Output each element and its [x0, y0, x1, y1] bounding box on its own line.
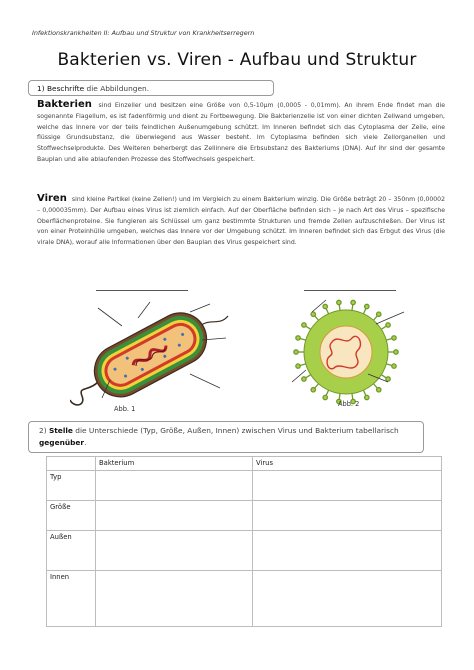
- table-header-row: [47, 457, 442, 471]
- spike-head: [294, 350, 298, 354]
- task1-text: die Abbildungen.: [86, 84, 150, 93]
- spike-head: [296, 336, 300, 340]
- task2-verb: Stelle: [48, 426, 73, 435]
- spike-head: [386, 377, 390, 381]
- fig1-caption: Abb. 1: [114, 405, 136, 413]
- spike-head: [377, 312, 381, 316]
- task2-box: [28, 421, 424, 453]
- viren-lead: Viren: [37, 193, 67, 204]
- cell-bakterium-groesse[interactable]: [96, 501, 253, 531]
- spike-head: [365, 304, 369, 308]
- page-header: Infektionskrankheiten II: Aufbau und Struktur von Krankheitserregern: [32, 29, 255, 37]
- spike-head: [365, 395, 369, 399]
- task1-box: [28, 80, 274, 96]
- spike-head: [302, 323, 306, 327]
- spike-head: [377, 388, 381, 392]
- spike-head: [392, 336, 396, 340]
- viren-paragraph: [37, 194, 445, 249]
- cell-bakterium-aussen[interactable]: [96, 531, 253, 571]
- spike-head: [394, 350, 398, 354]
- viren-text: sind kleine Partikel (keine Zellen!) und im Vergleich zu einem Bakterium winzig. Die Größe beträgt 20 – 350nm (0,00002 – 0,000035mm). Der Aufbau eines Virus ist ziemlich einfach. Auf der Oberfläche befinden sich – je nach Art des Virus – spezifische Oberflächenproteine. Sie fungieren als Schlüssel um ganz bestimmte Strukturen und fremde Zellen aufzuschließen. Der Virus ist von einer Proteinhülle umgeben, welches das Innere vor der Umgebung schützt. Im Inneren befindet sich das Erbgut des Virus (die virale DNA), worauf alle Informationen über den Bauplan des Virus gespeichert sind.: [37, 196, 445, 247]
- label-line-fig2[interactable]: [304, 290, 396, 291]
- spike-head: [351, 300, 355, 304]
- cell-bakterium-typ[interactable]: [96, 471, 253, 501]
- spike-head: [337, 300, 341, 304]
- row-label-innen: Innen: [47, 571, 96, 627]
- spike-head: [302, 377, 306, 381]
- virus-core: [320, 326, 372, 378]
- task1-verb: Beschrifte: [46, 84, 85, 93]
- table-row: [47, 471, 442, 501]
- task1-number: 1): [37, 84, 45, 93]
- comparison-table: [46, 456, 442, 627]
- cell-virus-groesse[interactable]: [253, 501, 442, 531]
- virus-illustration: [276, 298, 416, 410]
- cell-virus-aussen[interactable]: [253, 531, 442, 571]
- bakterien-lead: Bakterien: [37, 99, 92, 110]
- bakterien-paragraph: [37, 100, 445, 166]
- bacterium-illustration: [70, 296, 240, 414]
- spike-head: [323, 395, 327, 399]
- bakterien-text: sind Einzeller und besitzen eine Größe von 0,5-10µm (0,0005 - 0,01mm). An ihrem Ende findet man die sogenannte Flagellum, es ist fadenförmig und dient zu Fortbewegung. Die Bakterienzelle ist von einer dichten Zellwand umgeben, welche das Innere vor der teils feindlichen Außenumgebung schützt. Im Inneren befindet sich das Cytoplasma der Zelle, eine flüssige Grundsubstanz, die überwiegend aus Wasser besteht. Im Cytoplasma befinden sich viele Zellorganellen und Stoffwechselprodukte. Des Weiteren beherbergt das Zellinnere die Erbsubstanz des Bakteriums (DNA). Auf ihr sind der gesamte Bauplan und alle ablaufenden Prozesse des Stoffwechsels gespeichert.: [37, 102, 445, 163]
- table-header-bakterium: Bakterium: [96, 457, 253, 471]
- spike-head: [311, 312, 315, 316]
- row-label-typ: Typ: [47, 471, 96, 501]
- table-row: [47, 531, 442, 571]
- spike-head: [323, 304, 327, 308]
- table-header-empty: [47, 457, 96, 471]
- cell-virus-typ[interactable]: [253, 471, 442, 501]
- spike-head: [296, 364, 300, 368]
- fig2-caption: Abb. 2: [338, 400, 360, 408]
- row-label-groesse: Größe: [47, 501, 96, 531]
- spike-head: [386, 323, 390, 327]
- spike-head: [311, 388, 315, 392]
- cell-virus-innen[interactable]: [253, 571, 442, 627]
- page-title: Bakterien vs. Viren - Aufbau und Struktur: [57, 50, 417, 70]
- table-row: [47, 571, 442, 627]
- task2-emphasis: gegenüber: [39, 438, 85, 447]
- task2-number: 2): [39, 426, 47, 435]
- label-line-fig1[interactable]: [96, 290, 188, 291]
- cell-bakterium-innen[interactable]: [96, 571, 253, 627]
- task2-punct: .: [84, 438, 87, 447]
- row-label-aussen: Außen: [47, 531, 96, 571]
- spike-head: [392, 364, 396, 368]
- task2-text: die Unterschiede (Typ, Größe, Außen, Innen) zwischen Virus und Bakterium tabellarisch: [75, 426, 399, 435]
- table-row: [47, 501, 442, 531]
- table-header-virus: Virus: [253, 457, 442, 471]
